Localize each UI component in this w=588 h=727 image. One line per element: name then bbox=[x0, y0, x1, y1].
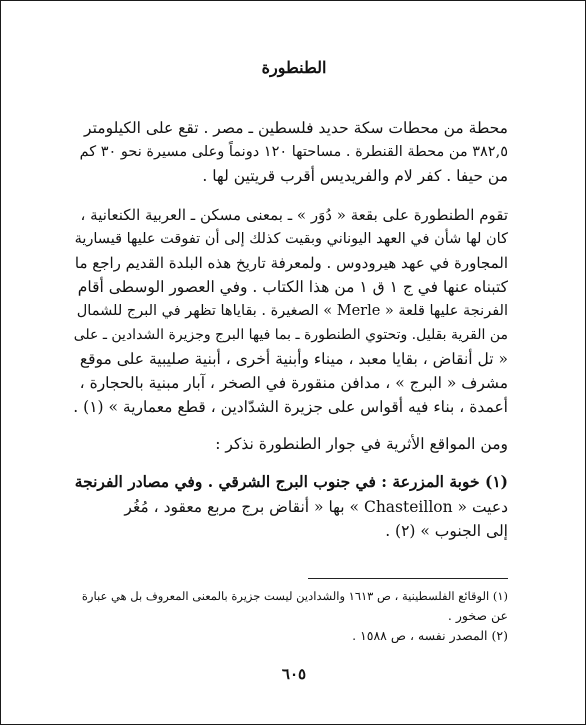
body-line: ٣٨٢,٥ من محطة القنطرة . مساحتها ١٢٠ دونماً وعلى مسيرة نحو ٣٠ كم bbox=[79, 144, 508, 160]
footnote-line: (١) الوقائع الفلسطينية ، ص ١٦١٣ والشدادين ليست جزيرة بالمعنى المعروف بل هي عبارة bbox=[81, 589, 508, 603]
body-line: الفرنجة عليها قلعة « Merle » الصغيرة . بقاياها تظهر في البرج للشمال bbox=[76, 303, 508, 319]
site-item-line: دعيت « Chasteillon » بها « أنقاض برج مربع معقود ، مُغُر bbox=[124, 498, 508, 516]
body-line: مشرف « البرج » ، مدافن منقورة في الصخر ، آبار مبنية بالحجارة ، bbox=[79, 374, 508, 392]
page-number: ٦٠٥ bbox=[281, 665, 307, 683]
body-line: « تل أنقاض ، بقايا معبد ، ميناء وأبنية أخرى ، أبنية صليبية على موقع bbox=[79, 350, 508, 368]
footnote-line: عن صخور . bbox=[447, 608, 508, 623]
site-item-line: إلى الجنوب » (٢) . bbox=[385, 522, 508, 540]
body-line: من القرية بقليل. وتحتوي الطنطورة ـ بما فيها البرج وجزيرة الشدادين ـ على bbox=[73, 327, 508, 343]
body-line: تقوم الطنطورة على بقعة « دُوَر » ـ بمعنى مسكن ـ العربية الكنعانية ، bbox=[80, 206, 508, 224]
site-item-line: (١) خوبة المزرعة : في جنوب البرج الشرقي . وفي مصادر الفرنجة bbox=[74, 472, 508, 491]
body-line: محطة من محطات سكة حديد فلسطين ـ مصر . تقع على الكيلومتر bbox=[84, 119, 508, 137]
body-line: كتبناه عنها في ج ١ ق ١ من هذا الكتاب . وفي العصور الوسطى أقام bbox=[77, 278, 508, 296]
body-line: المجاورة في عهد هيرودوس . ولمعرفة تاريخ هذه البلدة القديم راجع ما bbox=[74, 254, 508, 272]
body-line: من حيفا . كفر لام والفريديس أقرب قريتين لها . bbox=[202, 167, 508, 185]
body-line: كان لها شأن في العهد اليوناني وبقيت كذلك إلى أن تفوقت عليها قيسارية bbox=[74, 231, 508, 247]
footnote-line: (٢) المصدر نفسه ، ص ١٥٨٨ . bbox=[352, 628, 508, 643]
body-line: ومن المواقع الأثرية في جوار الطنطورة نذكر : bbox=[215, 435, 508, 453]
body-line: أعمدة ، بناء فيه أقواس على جزيرة الشدّادين ، قطع معمارية » (١) . bbox=[73, 398, 508, 416]
page-title: الطنطورة bbox=[261, 58, 327, 77]
footnote-divider bbox=[308, 578, 508, 579]
